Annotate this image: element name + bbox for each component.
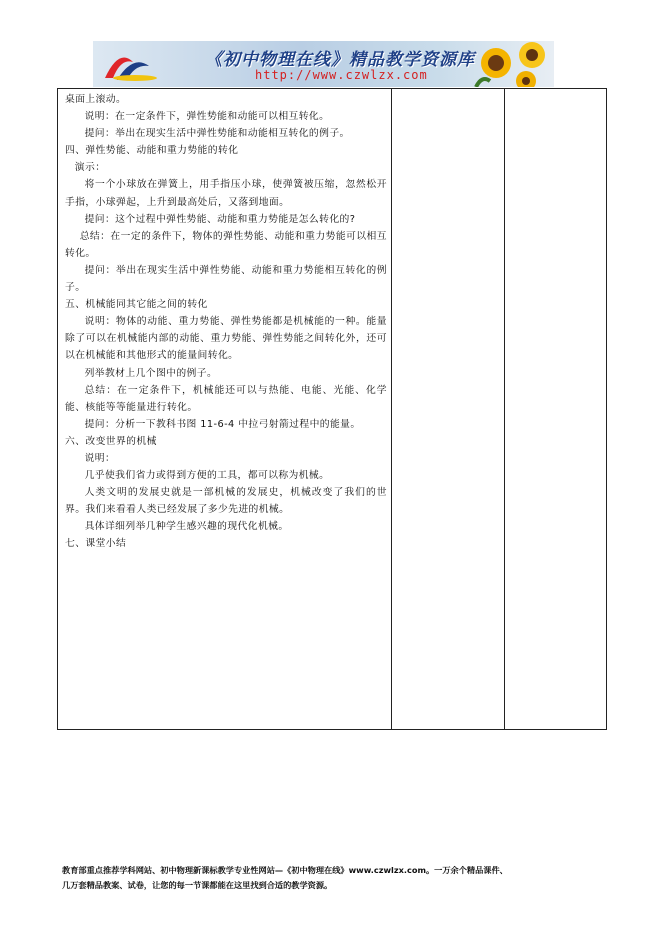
table-column-divider — [504, 89, 505, 729]
lesson-paragraph: 总结：在一定条件下，机械能还可以与热能、电能、光能、化学能、核能等等能量进行转化。 — [65, 384, 387, 413]
lesson-paragraph: 六、改变世界的机械 — [65, 435, 157, 447]
lesson-paragraph: 七、课堂小结 — [65, 538, 127, 550]
banner-url: http://www.czwlzx.com — [255, 68, 428, 82]
header-banner — [93, 41, 554, 87]
lesson-paragraph: 列举教材上几个图中的例子。 — [84, 367, 218, 379]
sunflower-icon — [472, 41, 554, 87]
lesson-content — [65, 91, 387, 553]
page-footer — [62, 863, 602, 893]
lesson-paragraph: 说明：在一定条件下，弹性势能和动能可以相互转化。 — [84, 111, 330, 123]
lesson-paragraph: 几乎使我们省力或得到方便的工具，都可以称为机械。 — [84, 470, 330, 482]
lesson-paragraph: 将一个小球放在弹簧上，用手指压小球，使弹簧被压缩，忽然松开手指，小球弹起，上升到最高处后，又落到地面。 — [65, 179, 387, 208]
lesson-paragraph: 四、弹性势能、动能和重力势能的转化 — [65, 145, 239, 157]
lesson-paragraph: 提问：分析一下教科书图 11-6-4 中拉弓射箭过程中的能量。 — [84, 418, 361, 430]
lesson-table — [57, 88, 607, 730]
lesson-paragraph: 人类文明的发展史就是一部机械的发展史，机械改变了我们的世界。我们来看看人类已经发展了多少先进的机械。 — [65, 487, 387, 516]
lesson-paragraph: 五、机械能同其它能之间的转化 — [65, 299, 208, 311]
lesson-paragraph: 说明： — [84, 452, 116, 464]
lesson-paragraph: 具体详细列举几种学生感兴趣的现代化机械。 — [84, 521, 289, 533]
lesson-paragraph: 说明：物体的动能、重力势能、弹性势能都是机械能的一种。能量除了可以在机械能内部的动能、重力势能、弹性势能之间转化外，还可以在机械能和其他形式的能量间转化。 — [65, 316, 387, 362]
banner-title: 《初中物理在线》精品教学资源库 — [205, 50, 475, 70]
site-logo-icon — [99, 44, 161, 84]
lesson-paragraph: 提问：这个过程中弹性势能、动能和重力势能是怎么转化的? — [84, 213, 356, 225]
table-column-divider — [391, 89, 392, 729]
lesson-paragraph: 桌面上滚动。 — [65, 94, 127, 105]
lesson-paragraph: 演示： — [74, 162, 106, 174]
footer-line: 几万套精品教案、试卷，让您的每一节课都能在这里找到合适的教学资源。 — [62, 880, 333, 890]
lesson-paragraph: 总结：在一定的条件下，物体的弹性势能、动能和重力势能可以相互转化。 — [65, 230, 387, 259]
footer-line: 教育部重点推荐学科网站、初中物理新课标教学专业性网站—《初中物理在线》www.czwlzx.com。一万余个精品课件、 — [62, 865, 508, 875]
lesson-paragraph: 提问：举出在现实生活中弹性势能、动能和重力势能相互转化的例子。 — [65, 264, 387, 294]
lesson-paragraph: 提问：举出在现实生活中弹性势能和动能相互转化的例子。 — [84, 128, 350, 140]
